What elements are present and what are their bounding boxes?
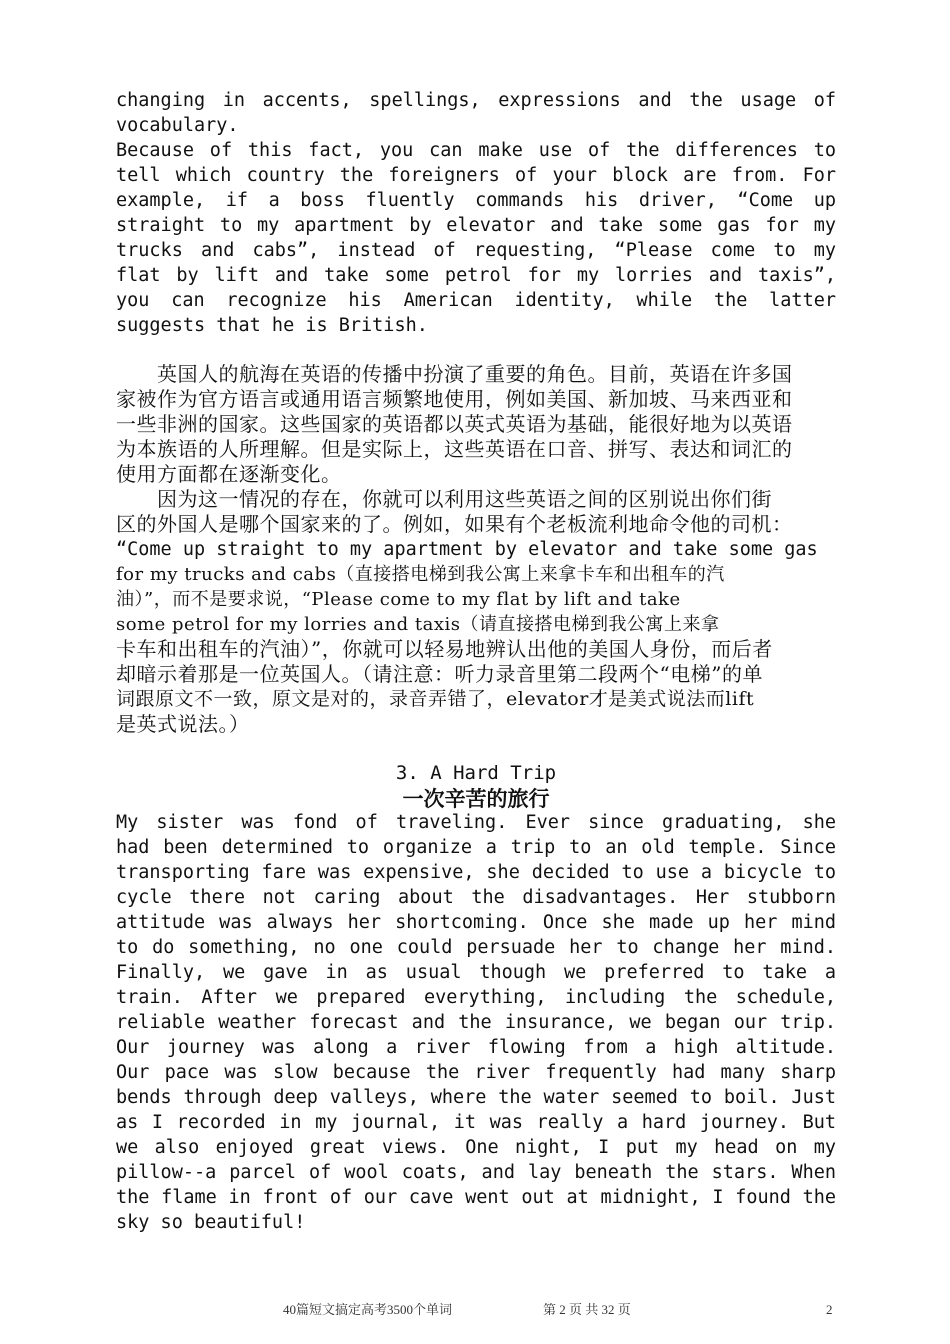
text-line: for my trucks and cabs（直接搭电梯到我公寓上来拿卡车和出租车的汽 [116,564,725,585]
text-line: the flame in front of our cave went out at midnight, I found the [116,1187,836,1208]
section-title-english: 3. A Hard Trip [395,762,557,784]
text-line: 一些非洲的国家。这些国家的英语都以英式英语为基础，能很好地为以英语 [116,412,793,436]
text-line: Finally, we gave in as usual though we preferred to take a [116,962,836,983]
text-line: straight to my apartment by elevator and take some gas for my [116,215,836,236]
text-line: vocabulary. [116,115,239,136]
text-line: pillow--a parcel of wool coats, and lay beneath the stars. When [116,1162,836,1183]
text-line: to do something, no one could persuade her to change her mind. [116,937,836,958]
text-line: we also enjoyed great views. One night, I put my head on my [116,1137,836,1158]
text-line: 家被作为官方语言或通用语言频繁地使用，例如美国、新加坡、马来西亚和 [116,387,793,411]
text-line: My sister was fond of traveling. Ever since graduating, she [116,812,836,833]
text-line: had been determined to organize a trip to an old temple. Since [116,837,836,858]
text-line: 卡车和出租车的汽油）”，你就可以轻易地辨认出他的美国人身份，而后者 [116,637,773,661]
text-line: 区的外国人是哪个国家来的了。例如，如果有个老板流利地命令他的司机： [116,512,793,536]
text-line: Because of this fact, you can make use of the differences to [116,140,836,161]
text-line: 使用方面都在逐渐变化。 [116,462,342,486]
text-line: 英国人的航海在英语的传播中扮演了重要的角色。目前，英语在许多国 [116,362,793,386]
text-line: 为本族语的人所理解。但是实际上，这些英语在口音、拼写、表达和词汇的 [116,437,793,461]
text-line: train. After we prepared everything, including the schedule, [116,987,836,1008]
text-line: transporting fare was expensive, she decided to use a bicycle to [116,862,836,883]
text-line: example, if a boss fluently commands his driver, “Come up [116,190,836,211]
text-line: 是英式说法。） [116,712,250,736]
text-line: suggests that he is British. [116,315,428,336]
text-line: 词跟原文不一致，原文是对的，录音弄错了，elevator才是美式说法而lift [116,688,755,710]
text-line: 因为这一情况的存在，你就可以利用这些英语之间的区别说出你们街 [116,487,772,511]
text-line: Our pace was slow because the river frequently had many sharp [116,1062,836,1083]
footer-page-info: 第 2 页 共 32 页 [543,1302,631,1317]
text-line: some petrol for my lorries and taxis（请直接搭电梯到我公寓上来拿 [116,614,720,635]
footer-page-number: 2 [826,1302,833,1317]
text-line: 油）”，而不是要求说，“Please come to my flat by lift and take [116,589,681,610]
text-line: as I recorded in my journal, it was really a hard journey. But [116,1112,836,1133]
text-line: trucks and cabs”, instead of requesting, “Please come to my [116,240,836,261]
text-line: tell which country the foreigners of your block are from. For [116,165,836,186]
footer-book-title: 40篇短文搞定高考3500个单词 [283,1302,453,1317]
text-line: flat by lift and take some petrol for my lorries and taxis”, [116,265,836,286]
text-line: Our journey was along a river flowing from a high altitude. [116,1037,836,1058]
text-line: cycle there not caring about the disadvantages. Her stubborn [116,887,836,908]
text-line: 却暗示着那是一位英国人。（请注意：听力录音里第二段两个“电梯”的单 [116,662,763,686]
text-line: bends through deep valleys, where the water seemed to boil. Just [116,1087,836,1108]
text-line: changing in accents, spellings, expressions and the usage of [116,90,836,111]
text-line: you can recognize his American identity, while the latter [116,290,836,311]
text-line: reliable weather forecast and the insurance, we began our trip. [116,1012,836,1033]
section-title-chinese: 一次辛苦的旅行 [402,786,550,811]
text-line: “Come up straight to my apartment by elevator and take some gas [116,539,818,560]
text-line: attitude was always her shortcoming. Once she made up her mind [116,912,836,933]
text-line: sky so beautiful! [116,1212,306,1233]
